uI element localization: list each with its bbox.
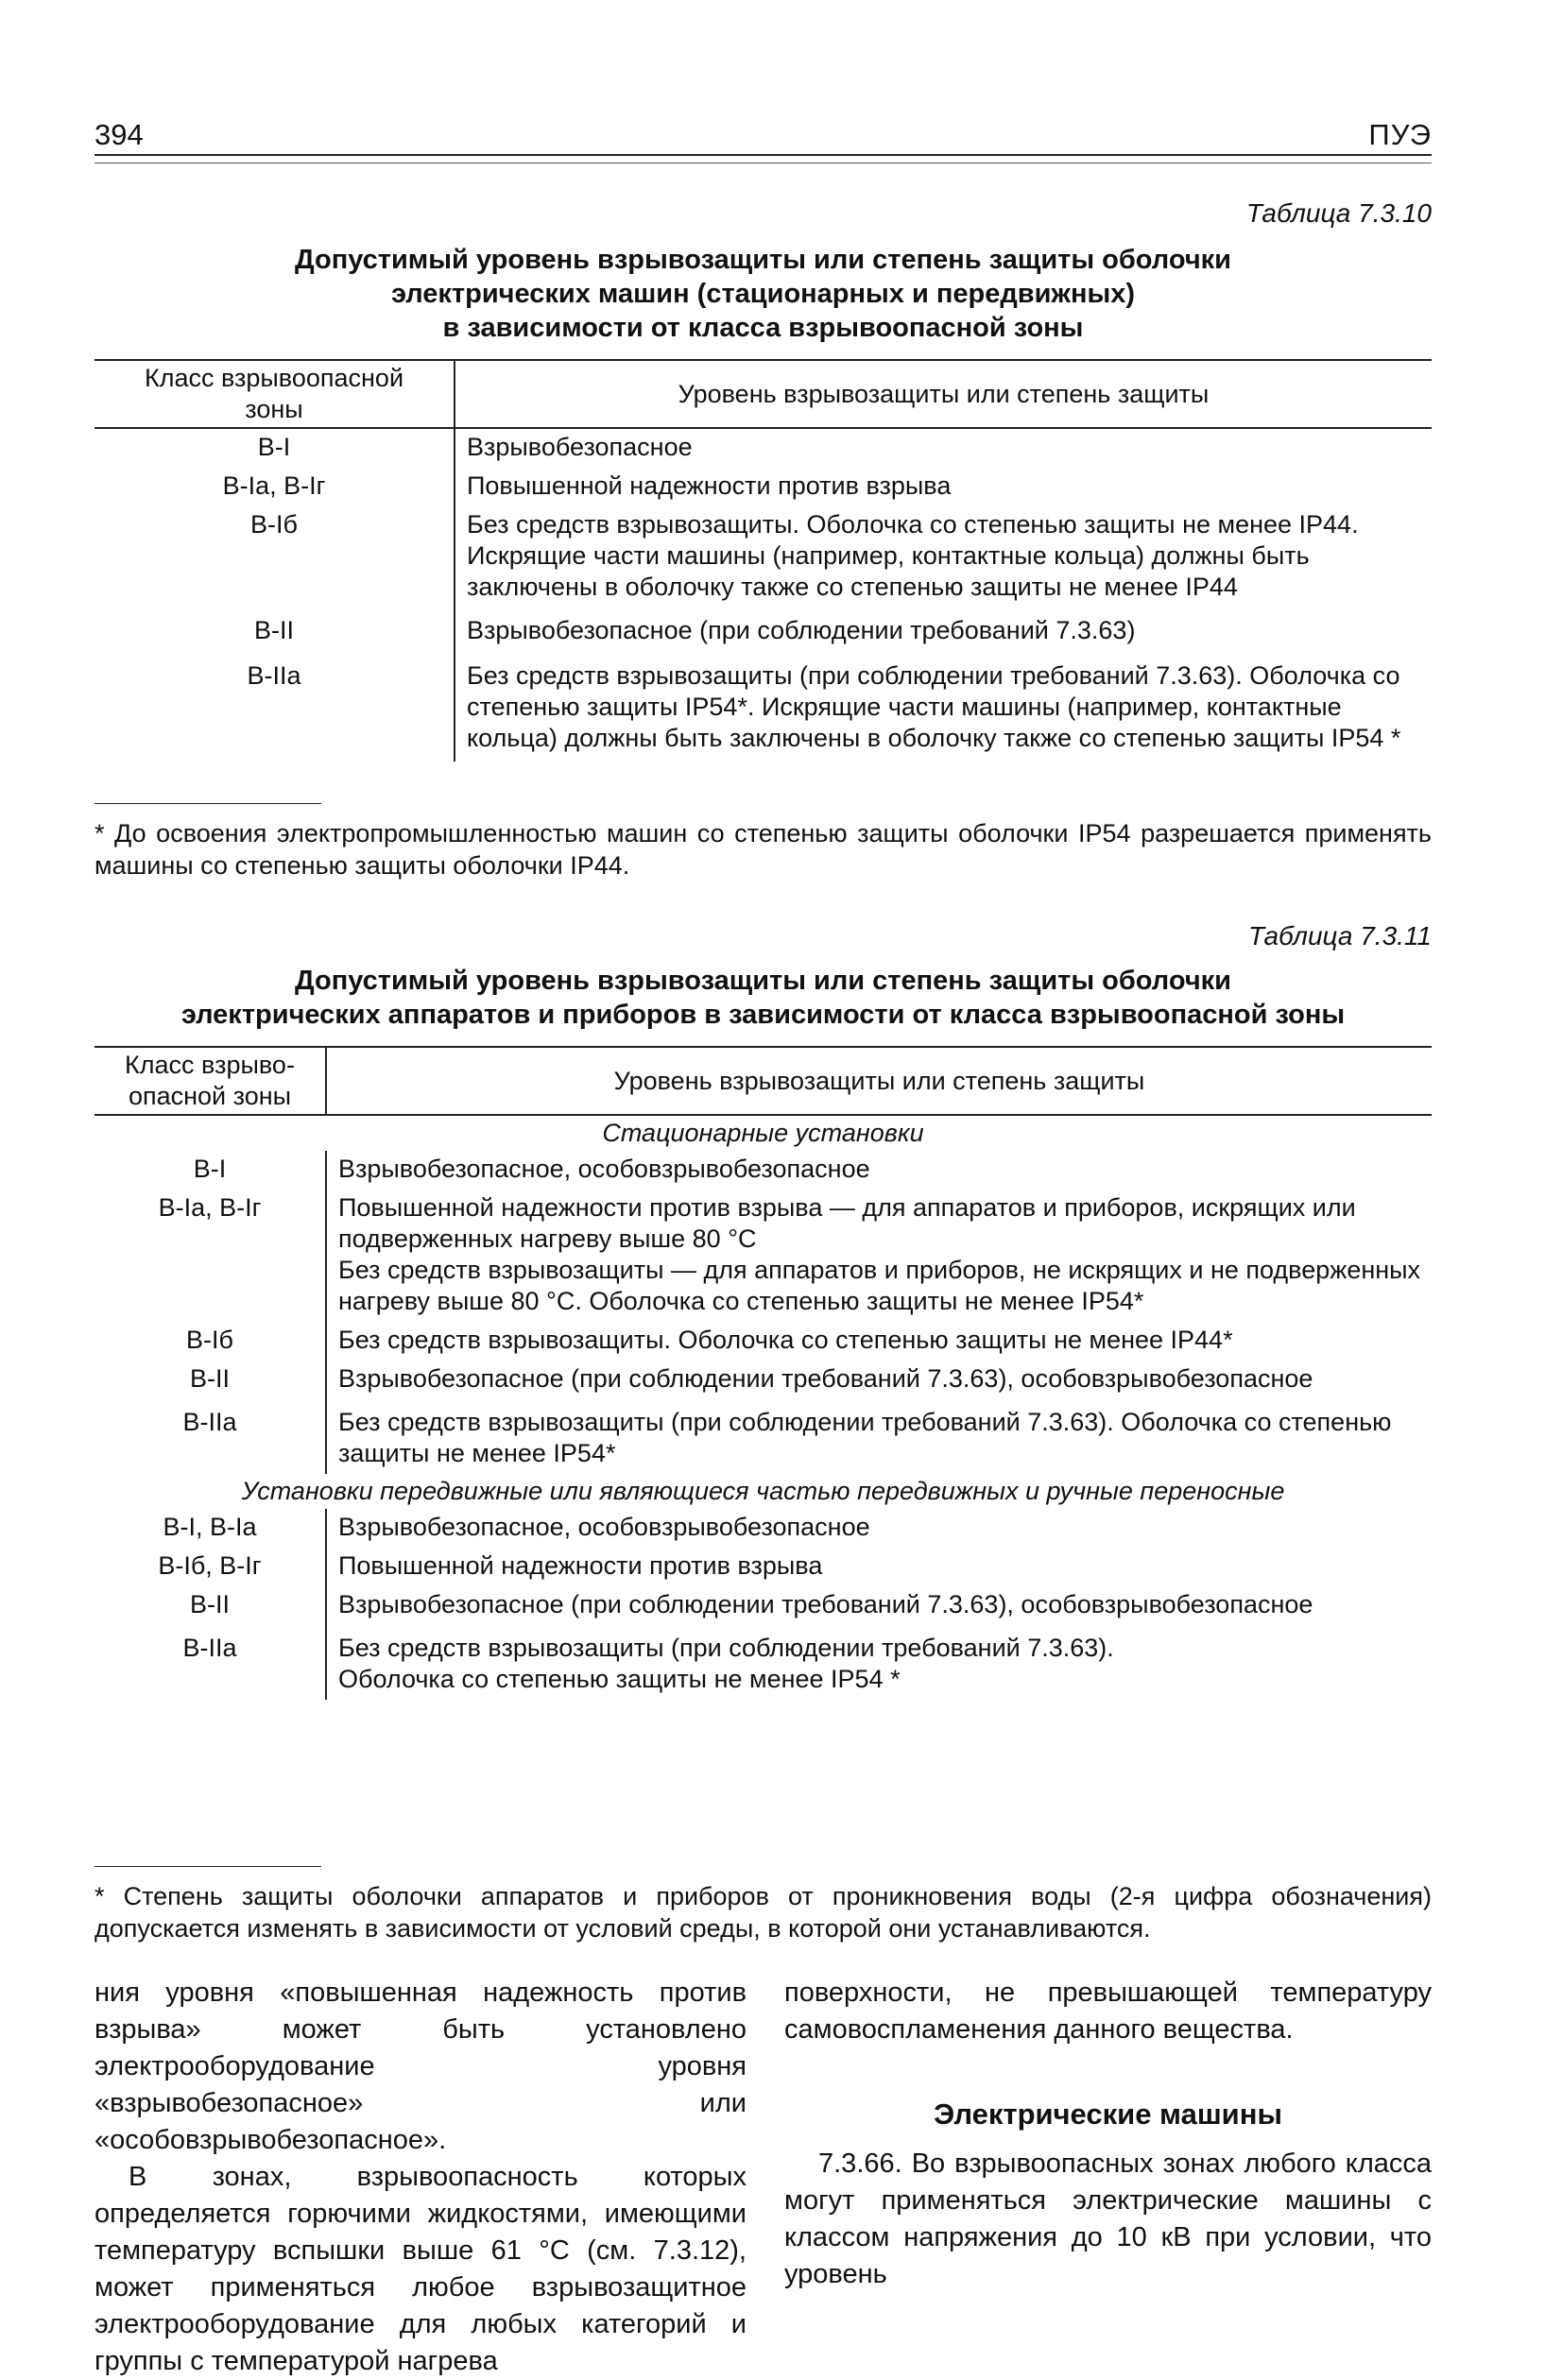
table-row: В-IIа Без средств взрывозащиты (при соблюдении требований 7.3.63). Оболочка со степенью защиты не менее IP54 * [94, 1630, 1432, 1700]
table-7-3-11 [94, 1046, 1432, 1700]
header-rule [94, 154, 1432, 156]
table-label: Таблица 7.3.10 [1245, 198, 1432, 228]
table-label: Таблица 7.3.11 [1247, 921, 1432, 950]
header-protection-level: Уровень взрывозащиты или степень защиты [455, 360, 1432, 428]
table-row: В-I Взрывобезопасное, особовзрывобезопасное [94, 1151, 1432, 1190]
table-row: В-Iб Без средств взрывозащиты. Оболочка со степенью защиты не менее IP44* [94, 1322, 1432, 1361]
paragraph: поверхности, не превышающей температуру самовоспламенения данного вещества. [784, 1978, 1432, 2045]
section-row [94, 1474, 1432, 1509]
footnote-rule [94, 803, 321, 804]
running-header [94, 118, 1432, 158]
header-zone-class: Класс взрыво-опасной зоны [94, 1047, 326, 1115]
right-column [784, 1975, 1432, 2293]
section-heading: Электрические машины [934, 2097, 1282, 2131]
table-row: В-IIа Без средств взрывозащиты (при соблюдении требований 7.3.63). Оболочка со степенью защиты IP54*. Искрящие части машины (например, контактные кольца) должны быть заключены в оболочку также со степенью защиты IP54 * [94, 658, 1432, 762]
table-row: В-I Взрывобезопасное [94, 428, 1432, 468]
left-column [94, 1975, 747, 2380]
page-number: 394 [94, 118, 144, 151]
table-row: В-IIа Без средств взрывозащиты (при соблюдении требований 7.3.63). Оболочка со степенью защиты не менее IP54* [94, 1404, 1432, 1474]
section-title: Стационарные установки [602, 1119, 924, 1147]
table-row: В-Iб, В-Iг Повышенной надежности против взрыва [94, 1548, 1432, 1586]
table-caption: Допустимый уровень взрывозащиты или степень защиты оболочки электрических машин (стационарных и передвижных) в зависимости от класса взрывоопасной зоны [295, 245, 1231, 343]
footnote-rule [94, 1866, 321, 1867]
header-zone-class: Класс взрывоопасной зоны [94, 360, 455, 428]
table-row: В-II Взрывобезопасное (при соблюдении требований 7.3.63) [94, 612, 1432, 658]
table-7-3-10 [94, 359, 1432, 762]
footnote: * Степень защиты оболочки аппаратов и приборов от проникновения воды (2-я цифра обозначения) допускается изменять в зависимости от условий среды, в которой они устанавливаются. [94, 1882, 1432, 1943]
table-row: В-II Взрывобезопасное (при соблюдении требований 7.3.63), особовзрывобезопасное [94, 1361, 1432, 1404]
header-protection-level: Уровень взрывозащиты или степень защиты [326, 1047, 1432, 1115]
table-caption: Допустимый уровень взрывозащиты или степень защиты оболочки электрических аппаратов и приборов в зависимости от класса взрывоопасной зоны [180, 966, 1346, 1030]
document-page [94, 0, 1432, 2376]
table-row: В-Iа, В-Iг Повышенной надежности против взрыва — для аппаратов и приборов, искрящих или подверженных нагреву выше 80 °С Без средств взрывозащиты — для аппаратов и приборов, не искрящих и не подверженных нагреву выше 80 °С. Оболочка со степенью защиты не менее IP54* [94, 1190, 1432, 1322]
section-title: Установки передвижные или являющиеся частью передвижных и ручные переносные [241, 1477, 1285, 1505]
book-title: ПУЭ [1368, 118, 1432, 151]
table-row: В-Iб Без средств взрывозащиты. Оболочка со степенью защиты не менее IP44. Искрящие части машины (например, контактные кольца) должны быть заключены в оболочку также со степенью защиты не менее IP44 [94, 506, 1432, 612]
paragraph: ния уровня «повышенная надежность против взрыва» может быть установлено электрооборудование уровня «взрывобезопасное» или «особовзрывобезопасное». [94, 1978, 747, 2155]
table-row: В-II Взрывобезопасное (при соблюдении требований 7.3.63), особовзрывобезопасное [94, 1586, 1432, 1630]
table-row: В-Iа, В-Iг Повышенной надежности против взрыва [94, 468, 1432, 506]
paragraph: 7.3.66. Во взрывоопасных зонах любого класса могут применяться электрические машины с классом напряжения до 10 кВ при условии, что уровень [784, 2149, 1432, 2289]
table-row: В-I, В-Iа Взрывобезопасное, особовзрывобезопасное [94, 1509, 1432, 1548]
paragraph: В зонах, взрывоопасность которых определяется горючими жидкостями, имеющими температуру вспышки выше 61 °С (см. 7.3.12), может применяться любое взрывозащитное электрооборудование для любых категорий и группы с температурой нагрева [94, 2162, 747, 2376]
section-row [94, 1115, 1432, 1151]
footnote: * До освоения электропромышленностью машин со степенью защиты оболочки IP54 разрешается применять машины со степенью защиты оболочки IP44. [94, 819, 1432, 880]
